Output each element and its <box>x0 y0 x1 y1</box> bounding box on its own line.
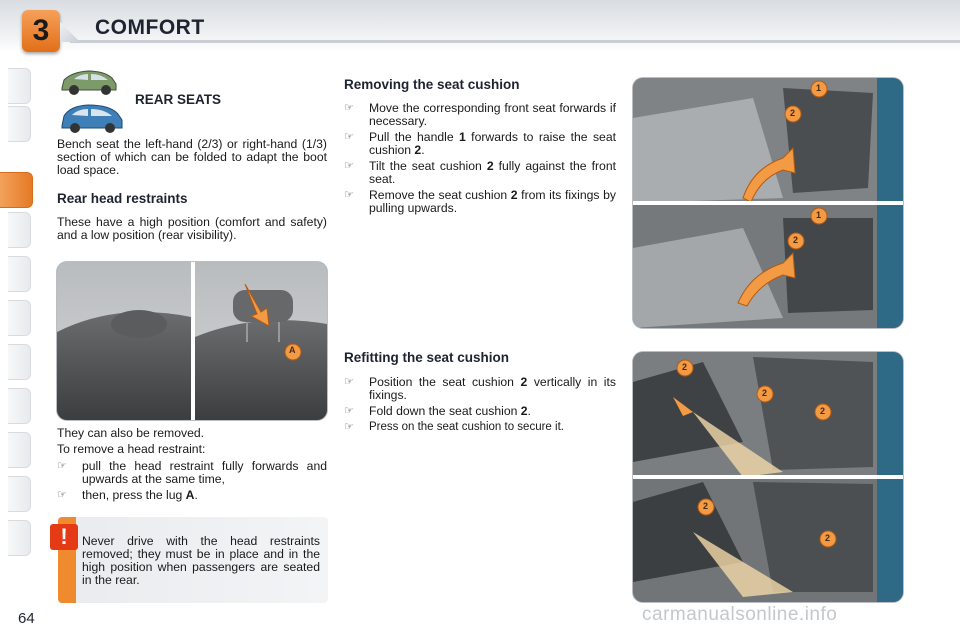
side-tab-8[interactable] <box>8 388 31 424</box>
refitting-seat-photo <box>633 352 903 602</box>
side-tab-9[interactable] <box>8 432 31 468</box>
photo-label-2-a: 2 <box>682 362 688 372</box>
refitting-step-2: ☞ Fold down the seat cushion 2. <box>344 404 531 418</box>
lug-label-a: A <box>289 345 296 355</box>
warning-exclamation-icon: ! <box>50 524 78 550</box>
refitting-step-1: ☞ Position the seat cushion 2 vertically in its fixings. <box>344 375 616 402</box>
header-underline <box>70 40 960 43</box>
pointing-hand-icon: ☞ <box>57 489 67 501</box>
pointing-hand-icon: ☞ <box>57 460 67 472</box>
removing-step-2: ☞ Pull the handle 1 forwards to raise the seat cushion 2. <box>344 130 616 157</box>
side-tab-3-active[interactable] <box>0 172 33 208</box>
head-restraint-photo <box>57 262 327 420</box>
removing-step-4: ☞ Remove the seat cushion 2 from its fixings by pulling upwards. <box>344 188 616 215</box>
removing-step-3: ☞ Tilt the seat cushion 2 fully against the front seat. <box>344 159 616 186</box>
chapter-side-tabs <box>0 68 32 574</box>
watermark-text: carmanualsonline.info <box>642 604 838 625</box>
side-tab-4[interactable] <box>8 212 31 248</box>
photo-label-1-bottom: 1 <box>816 210 822 220</box>
photo-label-2-e: 2 <box>825 533 831 543</box>
side-tab-11[interactable] <box>8 520 31 556</box>
photo-label-2-b: 2 <box>762 388 768 398</box>
photo-label-2-top: 2 <box>790 108 796 118</box>
rear-seats-intro: Bench seat the left-hand (2/3) or right-hand (1/3) section of which can be folded to adapt the boot load space. <box>57 137 327 177</box>
pointing-hand-icon: ☞ <box>344 131 354 143</box>
remove-step-1: ☞ pull the head restraint fully forwards and upwards at the same time, <box>57 459 327 486</box>
photo-label-2-c: 2 <box>820 406 826 416</box>
restraints-text: These have a high position (comfort and safety) and a low position (rear visibility). <box>57 215 327 242</box>
removing-seat-photo <box>633 78 903 328</box>
refitting-heading: Refitting the seat cushion <box>344 350 510 365</box>
removing-step-1: ☞ Move the corresponding front seat forwards if necessary. <box>344 101 616 128</box>
pointing-hand-icon: ☞ <box>344 376 354 388</box>
photo-label-1-top: 1 <box>816 83 822 93</box>
chapter-number: 3 <box>32 14 50 47</box>
remove-intro: To remove a head restraint: <box>57 442 206 456</box>
removing-steps <box>344 102 616 215</box>
refitting-step-3: ☞ Press on the seat cushion to secure it. <box>344 421 564 433</box>
pointing-hand-icon: ☞ <box>344 421 354 433</box>
side-tab-10[interactable] <box>8 476 31 512</box>
rear-head-restraints-heading: Rear head restraints <box>57 191 188 206</box>
page-number: 64 <box>18 610 35 627</box>
removing-heading: Removing the seat cushion <box>344 77 520 92</box>
remove-steps-list <box>57 460 327 502</box>
warning-text: Never drive with the head restraints removed; they must be in place and in the high position when passengers are seated in the rear. <box>82 534 320 587</box>
side-tab-5[interactable] <box>8 256 31 292</box>
photo-label-2-bottom: 2 <box>793 235 799 245</box>
pointing-hand-icon: ☞ <box>344 405 354 417</box>
remove-step-2: ☞ then, press the lug A. <box>57 488 198 502</box>
car-blue-icon <box>58 100 126 134</box>
rear-seats-title: REAR SEATS <box>135 92 222 107</box>
removed-text: They can also be removed. <box>57 426 205 440</box>
chapter-title: COMFORT <box>95 16 205 39</box>
car-green-icon <box>58 66 120 96</box>
side-tab-7[interactable] <box>8 344 31 380</box>
side-tab-1[interactable] <box>8 68 31 104</box>
side-tab-2[interactable] <box>8 106 31 142</box>
pointing-hand-icon: ☞ <box>344 189 354 201</box>
pointing-hand-icon: ☞ <box>344 160 354 172</box>
photo-label-2-d: 2 <box>703 501 709 511</box>
side-tab-6[interactable] <box>8 300 31 336</box>
refitting-steps <box>344 376 616 434</box>
pointing-hand-icon: ☞ <box>344 102 354 114</box>
